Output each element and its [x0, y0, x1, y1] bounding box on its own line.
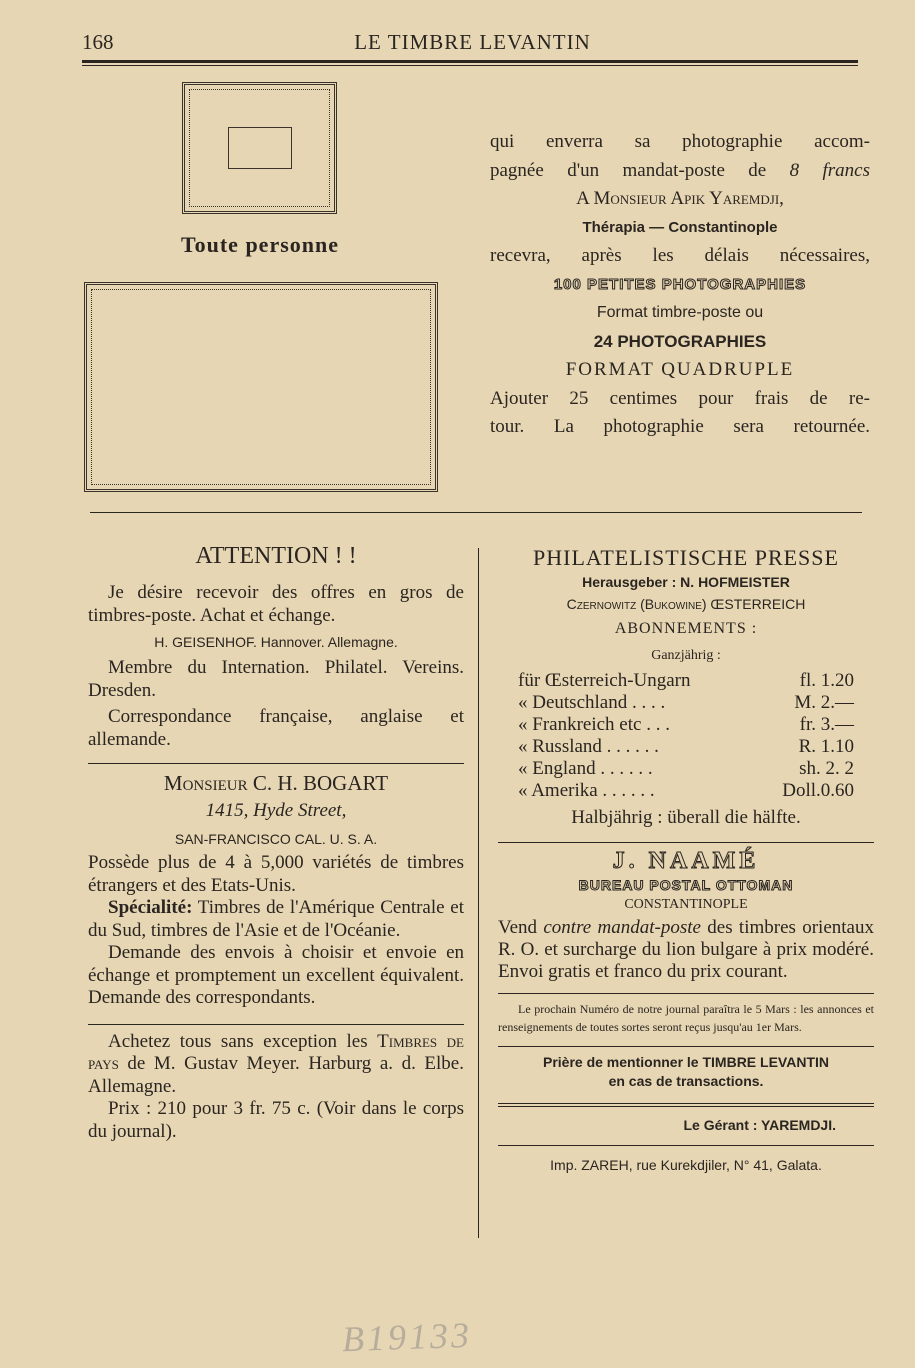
presse-ganzjahrig: Ganzjährig : [651, 648, 721, 663]
bogart-p2 [88, 897, 464, 942]
presse-halbjahrig: Halbjährig : überall die hälfte. [571, 807, 801, 828]
rate-row [518, 758, 854, 780]
photo-ad-recipient: A Monsieur Apik Yaremdji, [576, 188, 784, 209]
notice-text: Le prochain Numéro de notre journal paraîtra le 5 Mars : les annonces et renseignements de toutes sortes seront reçus jusqu'au 1er Mars. [498, 1002, 874, 1034]
rule-meyer [88, 1024, 464, 1025]
bogart-city: SAN-FRANCISCO CAL. U. S. A. [174, 831, 378, 847]
photo-frame-large [84, 282, 438, 492]
imprint: Imp. ZAREH, rue Kurekdjiler, N° 41, Galata. [550, 1157, 822, 1173]
rule-mention [498, 1046, 874, 1047]
column-divider [478, 548, 479, 1238]
naame-text-b: contre mandat-poste [543, 917, 701, 938]
left-column [88, 540, 464, 1143]
rate-row [518, 670, 854, 692]
meyer-p1c: de M. Gustav Meyer. Harburg a. d. Elbe. Allemagne. [88, 1053, 464, 1097]
rate-country: für Œsterreich-Ungarn [518, 670, 691, 691]
rate-row [518, 714, 854, 736]
bogart-p1: Possède plus de 4 à 5,000 variétés de timbres étrangers et des Etats-Unis. [88, 852, 464, 896]
presse-rates [498, 670, 874, 802]
photo-ad-line1: qui enverra sa photographie accom- [490, 131, 870, 152]
attention-address: H. GEISENHOF. Hannover. Allemagne. [154, 634, 398, 650]
rate-price: R. 1.10 [798, 736, 854, 757]
photo-ad-heading: Toute personne [180, 232, 340, 257]
rate-price: M. 2.— [794, 692, 854, 713]
rate-country: « Russland . . . . . . [518, 736, 659, 757]
photo-ad-line2a: pagnée d'un mandat-poste de [490, 159, 790, 181]
attention-p3: Correspondance française, anglaise et allemande. [88, 706, 464, 750]
presse-title: PHILATELISTISCHE PRESSE [533, 545, 839, 570]
meyer-p2: Prix : 210 pour 3 fr. 75 c. (Voir dans le corps du journal). [88, 1098, 464, 1142]
rate-price: fr. 3.— [799, 714, 854, 735]
bogart-p3: Demande des envois à choisir et envoie en échange et promptement un excellent équivalent. Demande des correspondants. [88, 942, 464, 1008]
photo-ad-price: 8 francs [789, 159, 871, 181]
rate-country: « Deutschland . . . . [518, 692, 666, 713]
rate-price: fl. 1.20 [799, 670, 854, 691]
photo-ad-format2: FORMAT QUADRUPLE [565, 359, 795, 380]
photo-ad-offer1: 100 PETITES PHOTOGRAPHIES [553, 275, 807, 293]
rate-price: sh. 2. 2 [799, 758, 854, 779]
rate-price: Doll.0.60 [782, 780, 854, 801]
presse-abonnements: ABONNEMENTS : [614, 620, 758, 637]
rule-bogart [88, 763, 464, 764]
rule-imprint [498, 1145, 874, 1146]
mention-line1: Prière de mentionner le TIMBRE LEVANTIN [542, 1054, 829, 1070]
naame-city: CONSTANTINOPLE [624, 897, 748, 912]
bogart-name: Monsieur C. H. BOGART [163, 771, 389, 795]
right-column [498, 544, 874, 1174]
meyer-p1 [88, 1031, 464, 1099]
photo-ad-line2 [490, 157, 870, 186]
page-number: 168 [82, 30, 114, 54]
photo-ad-line10: Ajouter 25 centimes pour frais de re- [490, 387, 870, 409]
rate-country: « Amerika . . . . . . [518, 780, 655, 801]
section-rule [90, 512, 862, 513]
presse-location: Czernowitz (Bukowine) ŒSTERREICH [566, 596, 806, 612]
bogart-street: 1415, Hyde Street, [205, 800, 347, 821]
presse-editor: Herausgeber : N. HOFMEISTER [582, 574, 790, 590]
attention-title: ATTENTION ! ! [195, 543, 357, 569]
rule-notice [498, 993, 874, 994]
meyer-timbres: Timbres de pays [88, 1030, 465, 1074]
meyer-p1a: Achetez tous sans exception les [108, 1030, 378, 1052]
photo-ad-text [490, 128, 870, 442]
rate-country: « Frankreich etc . . . [518, 714, 670, 735]
photo-ad-line11: tour. La photographie sera retournée. [490, 416, 870, 437]
attention-p2: Membre du Internation. Philatel. Vereins. Dresden. [88, 657, 464, 701]
naame-text-c: des timbres orientaux R. O. et surcharge du lion bulgare à prix modéré. Envoi gratis et franco du prix courant. [498, 917, 874, 982]
rule-naame [498, 842, 874, 843]
naame-text-a: Vend [498, 917, 544, 938]
journal-title: LE TIMBRE LEVANTIN [354, 30, 591, 54]
rate-country: « England . . . . . . [518, 758, 653, 779]
rule-gerant-2 [498, 1106, 874, 1107]
rate-row [518, 692, 854, 714]
attention-p1: Je désire recevoir des offres en gros de timbres-poste. Achat et échange. [88, 582, 464, 626]
rule-gerant [498, 1103, 874, 1104]
photo-ad-line5: recevra, après les délais nécessaires, [490, 245, 870, 266]
bogart-specialite-label: Spécialité: [108, 897, 193, 918]
rate-row [518, 736, 854, 758]
naame-text [498, 917, 874, 983]
naame-bureau: BUREAU POSTAL OTTOMAN [578, 877, 794, 893]
header-rule [82, 60, 858, 63]
photo-inner-box [228, 127, 292, 169]
bogart-specialite-text: Timbres de l'Amérique Centrale et du Sud, timbres de l'Asie et de l'Océanie. [88, 897, 464, 941]
photo-ad-offer2: 24 PHOTOGRAPHIES [593, 331, 767, 351]
rate-row [518, 780, 854, 802]
gerant: Le Gérant : YAREMDJI. [683, 1117, 836, 1133]
handwritten-mark: B19133 [341, 1314, 473, 1360]
naame-name: J. NAAMÉ [612, 848, 760, 874]
header-rule-thin [82, 65, 858, 66]
mention-line2: en cas de transactions. [608, 1073, 764, 1089]
photo-ad-location: Thérapia — Constantinople [582, 218, 778, 236]
photo-ad-format1: Format timbre-poste ou [596, 304, 764, 321]
